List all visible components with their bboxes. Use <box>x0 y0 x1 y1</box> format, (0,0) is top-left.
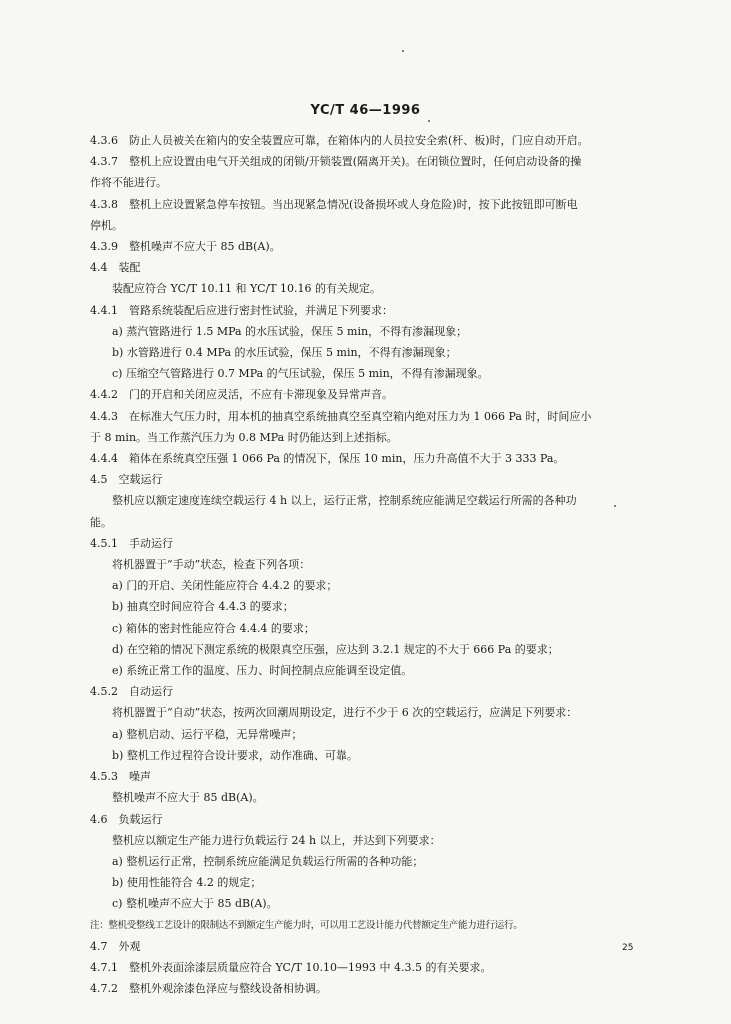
text-line: 4.6 负载运行 <box>90 812 163 826</box>
text-line: 4.4.3 在标准大气压力时，用本机的抽真空系统抽真空至真空箱内绝对压力为 1 066 Pa 时，时间应小 <box>90 409 592 423</box>
text-line: 4.3.6 防止人员被关在箱内的安全装置应可靠，在箱体内的人员拉安全索(杆、板)时，门应自动开启。 <box>90 134 589 147</box>
text-line: 4.7 外观 <box>90 939 141 953</box>
document-body <box>90 130 662 999</box>
text-line: 装配应符合 YC/T 10.11 和 YC/T 10.16 的有关规定。 <box>112 282 382 296</box>
text-line: a) 整机运行正常，控制系统应能满足负载运行所需的各种功能； <box>112 854 424 868</box>
text-line: 4.7.1 整机外表面涂漆层质量应符合 YC/T 10.10—1993 中 4.3.5 的有关要求。 <box>90 960 492 974</box>
text-line: 整机噪声不应大于 85 dB(A)。 <box>112 791 264 805</box>
text-line: 4.5 空载运行 <box>90 473 163 487</box>
text-line: d) 在空箱的情况下测定系统的极限真空压强，应达到 3.2.1 规定的不大于 666 Pa 的要求； <box>112 642 559 656</box>
text-line: 作将不能进行。 <box>90 176 167 190</box>
text-line: 于 8 min。当工作蒸汽压力为 0.8 MPa 时仍能达到上述指标。 <box>90 430 398 444</box>
text-line: 停机。 <box>90 218 123 232</box>
page-header: YC/T 46—1996 <box>310 103 421 118</box>
text-line: 4.4.1 管路系统装配后应进行密封性试验，并满足下列要求： <box>90 303 393 317</box>
note-line: 注：整机受整线工艺设计的限制达不到额定生产能力时，可以用工艺设计能力代替额定生产能力进行运行。 <box>90 919 523 931</box>
text-line: 4.5.3 噪声 <box>90 770 151 784</box>
text-line: c) 压缩空气管路进行 0.7 MPa 的气压试验，保压 5 min，不得有渗漏现象。 <box>112 367 489 381</box>
text-line: b) 使用性能符合 4.2 的规定； <box>112 876 262 890</box>
text-line: 将机器置于“手动”状态，检查下列各项： <box>112 558 311 572</box>
text-line: c) 整机噪声不应大于 85 dB(A)。 <box>112 897 278 911</box>
text-line: 4.3.8 整机上应设置紧急停车按钮。当出现紧急情况(设备损坏或人身危险)时，按下此按钮即可断电 <box>90 197 578 211</box>
text-line: e) 系统正常工作的温度、压力、时间控制点应能调至设定值。 <box>112 664 413 678</box>
text-line: 4.3.7 整机上应设置由电气开关组成的闭锁/开锁装置(隔离开关)。在闭锁位置时，任何启动设备的操 <box>90 155 582 169</box>
scan-speck <box>428 120 430 122</box>
text-line: 4.7.2 整机外观涂漆色泽应与整线设备相协调。 <box>90 982 327 996</box>
text-line: 能。 <box>90 515 112 529</box>
text-line: 4.4.2 门的开启和关闭应灵活，不应有卡滞现象及异常声音。 <box>90 388 393 402</box>
text-line: a) 蒸汽管路进行 1.5 MPa 的水压试验，保压 5 min，不得有渗漏现象； <box>112 324 468 338</box>
text-line: b) 整机工作过程符合设计要求，动作准确、可靠。 <box>112 748 358 762</box>
text-line: 4.5.1 手动运行 <box>90 536 173 550</box>
scan-speck <box>402 50 404 52</box>
text-line: a) 整机启动、运行平稳，无异常噪声； <box>112 727 303 741</box>
page-number: 25 <box>622 943 634 953</box>
text-line: b) 水管路进行 0.4 MPa 的水压试验，保压 5 min，不得有渗漏现象； <box>112 346 457 360</box>
text-line: 4.4 装配 <box>90 261 141 275</box>
text-line: a) 门的开启、关闭性能应符合 4.4.2 的要求； <box>112 579 338 593</box>
text-line: 将机器置于“自动”状态，按两次回潮周期设定，进行不少于 6 次的空载运行，应满足下列要求： <box>112 706 578 720</box>
text-line: c) 箱体的密封性能应符合 4.4.4 的要求； <box>112 621 315 635</box>
text-line: 4.4.4 箱体在系统真空压强 1 066 Pa 的情况下，保压 10 min，压力升高值不大于 3 333 Pa。 <box>90 452 565 466</box>
text-line: 4.5.2 自动运行 <box>90 685 173 699</box>
text-line: 4.3.9 整机噪声不应大于 85 dB(A)。 <box>90 240 281 254</box>
text-line: 整机应以额定生产能力进行负载运行 24 h 以上，并达到下列要求： <box>112 833 441 847</box>
text-line: b) 抽真空时间应符合 4.4.3 的要求； <box>112 600 294 614</box>
text-line: 整机应以额定速度连续空载运行 4 h 以上，运行正常，控制系统应能满足空载运行所需的各种功 <box>112 494 577 508</box>
